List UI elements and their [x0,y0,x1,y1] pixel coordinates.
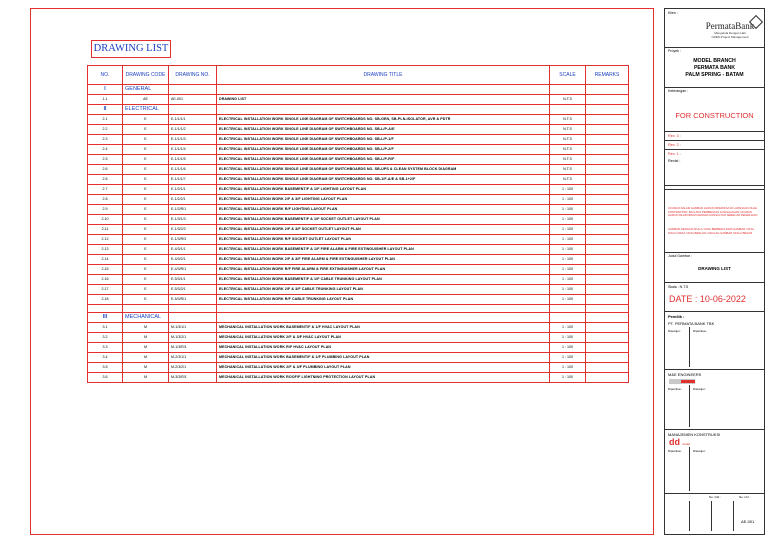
table-row [88,343,629,353]
project-label: Proyek : [668,49,681,53]
section-row [88,105,629,115]
row-drawing-number: E-1/1/1/3 [169,135,217,145]
row-remarks [586,285,629,295]
drawn-label: No. Gbr : [709,495,722,499]
row-number: 3.1 [88,323,123,333]
row-remarks [586,265,629,275]
client-logo: PermataBank Mengelola Dengan Hati CRES-Project Management [697,15,763,45]
row-drawing-number: E-1/2/1/1 [169,185,217,195]
sheet-title-label: Judul Gambar : [668,254,692,258]
drawing-title: DRAWING LIST [698,266,731,271]
row-number: 2.14 [88,255,123,265]
row-remarks [586,343,629,353]
row-code: M [123,363,169,373]
table-row [88,235,629,245]
section-name: MECHANICAL [123,313,169,323]
row-code: E [123,135,169,145]
me-approved-label: Diperiksa : [668,387,683,391]
row-remarks [586,215,629,225]
row-title: ELECTRICAL INSTALLATION WORK R/F CABLE TRUNKING LAYOUT PLAN [217,295,550,305]
row-drawing-number: M-1/3/R/1 [169,343,217,353]
row-code: E [123,175,169,185]
row-title: ELECTRICAL INSTALLATION WORK BASEMENT/F & 1/F CABLE TRUNKING LAYOUT PLAN [217,275,550,285]
table-row [88,245,629,255]
row-remarks [586,185,629,195]
row-scale: 1 : 100 [550,195,586,205]
row-scale: 1 : 100 [550,343,586,353]
row-scale: 1 : 100 [550,373,586,383]
row-scale: 1 : 100 [550,353,586,363]
row-scale: 1 : 100 [550,323,586,333]
col-header-drawing-no: DRAWING NO. [169,66,217,85]
row-remarks [586,115,629,125]
row-scale: 1 : 100 [550,245,586,255]
table-row [88,275,629,285]
table-row [88,215,629,225]
row-number: 2.17 [88,285,123,295]
row-number: 1.1 [88,95,123,105]
row-scale: 1 : 100 [550,295,586,305]
row-drawing-number: E-1/1/1/2 [169,125,217,135]
row-number: 2.18 [88,295,123,305]
row-scale: N.T.S [550,95,586,105]
row-drawing-number: AE-001 [169,95,217,105]
row-drawing-number: M-1/3/2/1 [169,333,217,343]
row-title: ELECTRICAL INSTALLATION WORK BASEMENT/F & 1/F SOCKET OUTLET LAYOUT PLAN [217,215,550,225]
row-drawing-number: E-4/3/R/1 [169,265,217,275]
table-row [88,285,629,295]
revision-0: Revisi : [668,159,681,163]
row-number: 2.10 [88,215,123,225]
table-row [88,265,629,275]
row-drawing-number: E-1/2/R/1 [169,205,217,215]
revision-2: Rev. 2 : [668,143,681,147]
row-number: 2.3 [88,135,123,145]
table-row [88,333,629,343]
row-title: ELECTRICAL INSTALLATION WORK 2/F & 3/F SOCKET OUTLET LAYOUT PLAN [217,225,550,235]
row-title: ELECTRICAL INSTALLATION WORK BASEMENT/F & 1/F LIGHTING LAYOUT PLAN [217,185,550,195]
table-row [88,363,629,373]
drawing-list-title: DRAWING LIST [91,40,171,58]
row-code: E [123,165,169,175]
row-drawing-number: E-5/3/2/1 [169,285,217,295]
row-title: ELECTRICAL INSTALLATION WORK SINGLE LINE DIAGRAM OF SWITCHBOARDS NO. SB-1/F-A/E & SB-1+2/F [217,175,550,185]
row-drawing-number: E-5/3/1/1 [169,275,217,285]
row-scale: N.T.S [550,175,586,185]
table-row [88,175,629,185]
col-header-no: NO. [88,66,123,85]
row-drawing-number: E-1/2/2/1 [169,195,217,205]
table-row [88,155,629,165]
row-code: M [123,333,169,343]
row-drawing-number: M-2/3/2/1 [169,363,217,373]
table-row [88,125,629,135]
row-scale: N.T.S [550,165,586,175]
table-row [88,195,629,205]
row-number: 3.2 [88,333,123,343]
row-code: E [123,245,169,255]
row-remarks [586,155,629,165]
row-code: E [123,215,169,225]
row-code: E [123,295,169,305]
row-code: M [123,373,169,383]
row-scale: 1 : 100 [550,285,586,295]
table-row [88,165,629,175]
row-title: MECHANICAL INSTALLATION WORK 2/F & 3/F PLUMBING LAYOUT PLAN [217,363,550,373]
sheet-no-label: No. Lbr : [739,495,751,499]
drawing-number: AE-001 [741,519,755,524]
row-title: ELECTRICAL INSTALLATION WORK 2/F & 3/F FIRE ALARM & FIRE EXTINGUISHER LAYOUT PLAN [217,255,550,265]
row-drawing-number: E-4/3/2/1 [169,255,217,265]
row-scale: 1 : 100 [550,333,586,343]
row-drawing-number: M-2/3/1/1 [169,353,217,363]
revision-3: Rev. 3 : [668,134,681,138]
row-number: 3.3 [88,343,123,353]
row-number: 3.4 [88,353,123,363]
scale-label: Skala : N.T.S [668,285,689,289]
row-scale: 1 : 100 [550,235,586,245]
row-scale: N.T.S [550,145,586,155]
row-scale: 1 : 100 [550,225,586,235]
row-title: MECHANICAL INSTALLATION WORK R/F HVAC LAYOUT PLAN [217,343,550,353]
row-code: E [123,235,169,245]
row-remarks [586,295,629,305]
col-header-title: DRAWING TITLE [217,66,550,85]
row-title: DRAWING LIST [217,95,550,105]
row-drawing-number: E-5/3/R/1 [169,295,217,305]
row-scale: N.T.S [550,155,586,165]
row-title: ELECTRICAL INSTALLATION WORK SINGLE LINE DIAGRAM OF SWITCHBOARDS NO. SB-L/P-A/E [217,125,550,135]
stage-label: Keterangan : [668,89,689,93]
table-row [88,373,629,383]
table-row [88,323,629,333]
row-title: ELECTRICAL INSTALLATION WORK SINGLE LINE DIAGRAM OF SWITCHBOARDS NO. SB-L/P-1/F [217,135,550,145]
cm-checked-label: Disetujui : [693,449,707,453]
row-code: E [123,125,169,135]
table-row [88,135,629,145]
row-drawing-number: E-4/3/1/1 [169,245,217,255]
row-code: E [123,255,169,265]
note-scale: GAMBAR DENGAN SKALA YANG BERBEDA DARI GAMBAR YANG DIACU MAKA YANG BERLAKU ADALAH GAMBAR SKALA BESAR [668,227,754,235]
row-title: ELECTRICAL INSTALLATION WORK R/F FIRE ALARM & FIRE EXTINGUISHER LAYOUT PLAN [217,265,550,275]
row-number: 2.8 [88,195,123,205]
row-title: ELECTRICAL INSTALLATION WORK R/F SOCKET OUTLET LAYOUT PLAN [217,235,550,245]
row-remarks [586,205,629,215]
table-row [88,145,629,155]
col-header-scale: SCALE [550,66,586,85]
row-remarks [586,95,629,105]
row-number: 2.6 [88,175,123,185]
section-row [88,313,629,323]
row-title: ELECTRICAL INSTALLATION WORK 2/F & 3/F CABLE TRUNKING LAYOUT PLAN [217,285,550,295]
note-dimensions: UKURAN DALAM GAMBAR HARUS DIPERIKSA DI LAPANGAN OLEH KONTRAKTOR. BILA ADA PERBEDAAN & KESALAHAN UKURAN HARUS DILAPORKAN KEPADA KONSULTAN SEBELUM PEKERJAAN [668,206,758,218]
table-header-row [88,66,629,85]
row-code: E [123,185,169,195]
row-scale: N.T.S [550,125,586,135]
row-code: E [123,285,169,295]
row-code: M [123,343,169,353]
row-code: M [123,353,169,363]
table-row [88,205,629,215]
revision-1: Rev. 1 : [668,152,681,156]
me-engineers-label: M&E ENGINEERS [668,372,702,377]
row-drawing-number: E-1/1/1/4 [169,145,217,155]
row-number: 2.5 [88,155,123,165]
row-scale: 1 : 100 [550,185,586,195]
row-scale: 1 : 100 [550,363,586,373]
cm-logo: dd dadal [669,437,690,447]
blank-row [88,305,629,313]
row-code: E [123,155,169,165]
row-remarks [586,225,629,235]
status-label: FOR CONSTRUCTION [675,111,754,120]
owner-checked-label: Diperiksa : [693,329,708,333]
cm-approved-label: Diperiksa : [668,449,683,453]
row-scale: N.T.S [550,115,586,125]
row-title: ELECTRICAL INSTALLATION WORK BASEMENT/F & 1/F FIRE ALARM & FIRE EXTINGUISHER LAYOUT PLAN [217,245,550,255]
section-row [88,85,629,95]
row-drawing-number: E-1/1/1/6 [169,165,217,175]
row-title: ELECTRICAL INSTALLATION WORK 2/F & 3/F LIGHTING LAYOUT PLAN [217,195,550,205]
owner-label: Pemilik : [668,314,685,319]
row-remarks [586,135,629,145]
section-number: II [88,105,123,115]
row-code: E [123,265,169,275]
row-remarks [586,323,629,333]
row-scale: 1 : 100 [550,255,586,265]
row-scale: 1 : 100 [550,205,586,215]
row-title: MECHANICAL INSTALLATION WORK ROOF/F LIGHTNING PROTECTION LAYOUT PLAN [217,373,550,383]
row-code: E [123,145,169,155]
row-drawing-number: E-1/3/2/3 [169,225,217,235]
table-row [88,95,629,105]
row-remarks [586,125,629,135]
table-row [88,115,629,125]
row-number: 2.16 [88,275,123,285]
section-name: ELECTRICAL [123,105,169,115]
row-code: E [123,205,169,215]
row-title: ELECTRICAL INSTALLATION WORK SINGLE LINE DIAGRAM OF SWITCHBOARDS NO. SB-L/P-2/F [217,145,550,155]
col-header-remarks: REMARKS [586,66,629,85]
row-number: 2.13 [88,245,123,255]
row-title: ELECTRICAL INSTALLATION WORK SINGLE LINE DIAGRAM OF SWITCHBOARDS NO. SB-GEN, SB-PLN-ISOLATOR, AVR & PDTR [217,115,550,125]
row-scale: 1 : 100 [550,275,586,285]
row-title: ELECTRICAL INSTALLATION WORK R/F LIGHTING LAYOUT PLAN [217,205,550,215]
row-title: ELECTRICAL INSTALLATION WORK SINGLE LINE DIAGRAM OF SWITCHBOARDS NO. SB-UPS & CLEAN SYSTEM BLOCK DIAGRAM [217,165,550,175]
title-block [664,8,765,535]
col-header-code: DRAWING CODE [123,66,169,85]
row-drawing-number: E-1/3/1/3 [169,215,217,225]
client-label: Klien : [668,11,678,15]
me-checked-label: Disetujui : [693,387,707,391]
drawing-list-table [87,65,629,383]
date-label: DATE : 10-06-2022 [669,294,746,304]
table-row [88,225,629,235]
row-remarks [586,195,629,205]
row-drawing-number: E-1/1/1/7 [169,175,217,185]
row-remarks [586,245,629,255]
row-title: MECHANICAL INSTALLATION WORK 2/F & 3/F HVAC LAYOUT PLAN [217,333,550,343]
row-remarks [586,333,629,343]
row-number: 2.1 [88,115,123,125]
construction-management-label: MANAJEMEN KONSTRUKSI [668,432,721,437]
row-drawing-number: M-3/3/R/1 [169,373,217,383]
row-number: 2.12 [88,235,123,245]
row-number: 3.6 [88,373,123,383]
owner-name: PT. PERMATA BANK TBK [668,321,715,326]
row-remarks [586,165,629,175]
row-number: 3.5 [88,363,123,373]
row-drawing-number: E-1/1/1/5 [169,155,217,165]
table-row [88,295,629,305]
row-scale: 1 : 100 [550,215,586,225]
row-remarks [586,363,629,373]
row-scale: N.T.S [550,135,586,145]
table-row [88,185,629,195]
me-logo-accent [681,380,695,383]
row-remarks [586,235,629,245]
row-drawing-number: E-1/3/R/3 [169,235,217,245]
section-name: GENERAL [123,85,169,95]
row-remarks [586,275,629,285]
row-remarks [586,175,629,185]
table-row [88,255,629,265]
project-name: MODEL BRANCH PERMATA BANK PALM SPRING - BATAM [685,58,744,78]
row-code: AE [123,95,169,105]
section-number: I [88,85,123,95]
row-code: E [123,115,169,125]
owner-approved-label: Disetujui : [668,329,682,333]
row-remarks [586,373,629,383]
row-number: 2.11 [88,225,123,235]
row-number: 2.9 [88,205,123,215]
row-number: 2.6 [88,165,123,175]
section-number: III [88,313,123,323]
row-remarks [586,255,629,265]
row-code: M [123,323,169,333]
row-remarks [586,145,629,155]
row-number: 2.2 [88,125,123,135]
row-code: E [123,225,169,235]
row-number: 2.4 [88,145,123,155]
row-number: 2.15 [88,265,123,275]
table-row [88,353,629,363]
row-drawing-number: E-1/1/1/1 [169,115,217,125]
row-number: 2.7 [88,185,123,195]
row-title: ELECTRICAL INSTALLATION WORK SINGLE LINE DIAGRAM OF SWITCHBOARDS NO. SB-L/P-R/F [217,155,550,165]
row-drawing-number: M-1/3/1/1 [169,323,217,333]
row-title: MECHANICAL INSTALLATION WORK BASEMENT/F & 1/F HVAC LAYOUT PLAN [217,323,550,333]
row-code: E [123,275,169,285]
row-title: MECHANICAL INSTALLATION WORK BASEMENT/F & 1/F PLUMBING LAYOUT PLAN [217,353,550,363]
row-code: E [123,195,169,205]
row-remarks [586,353,629,363]
row-scale: 1 : 100 [550,265,586,275]
